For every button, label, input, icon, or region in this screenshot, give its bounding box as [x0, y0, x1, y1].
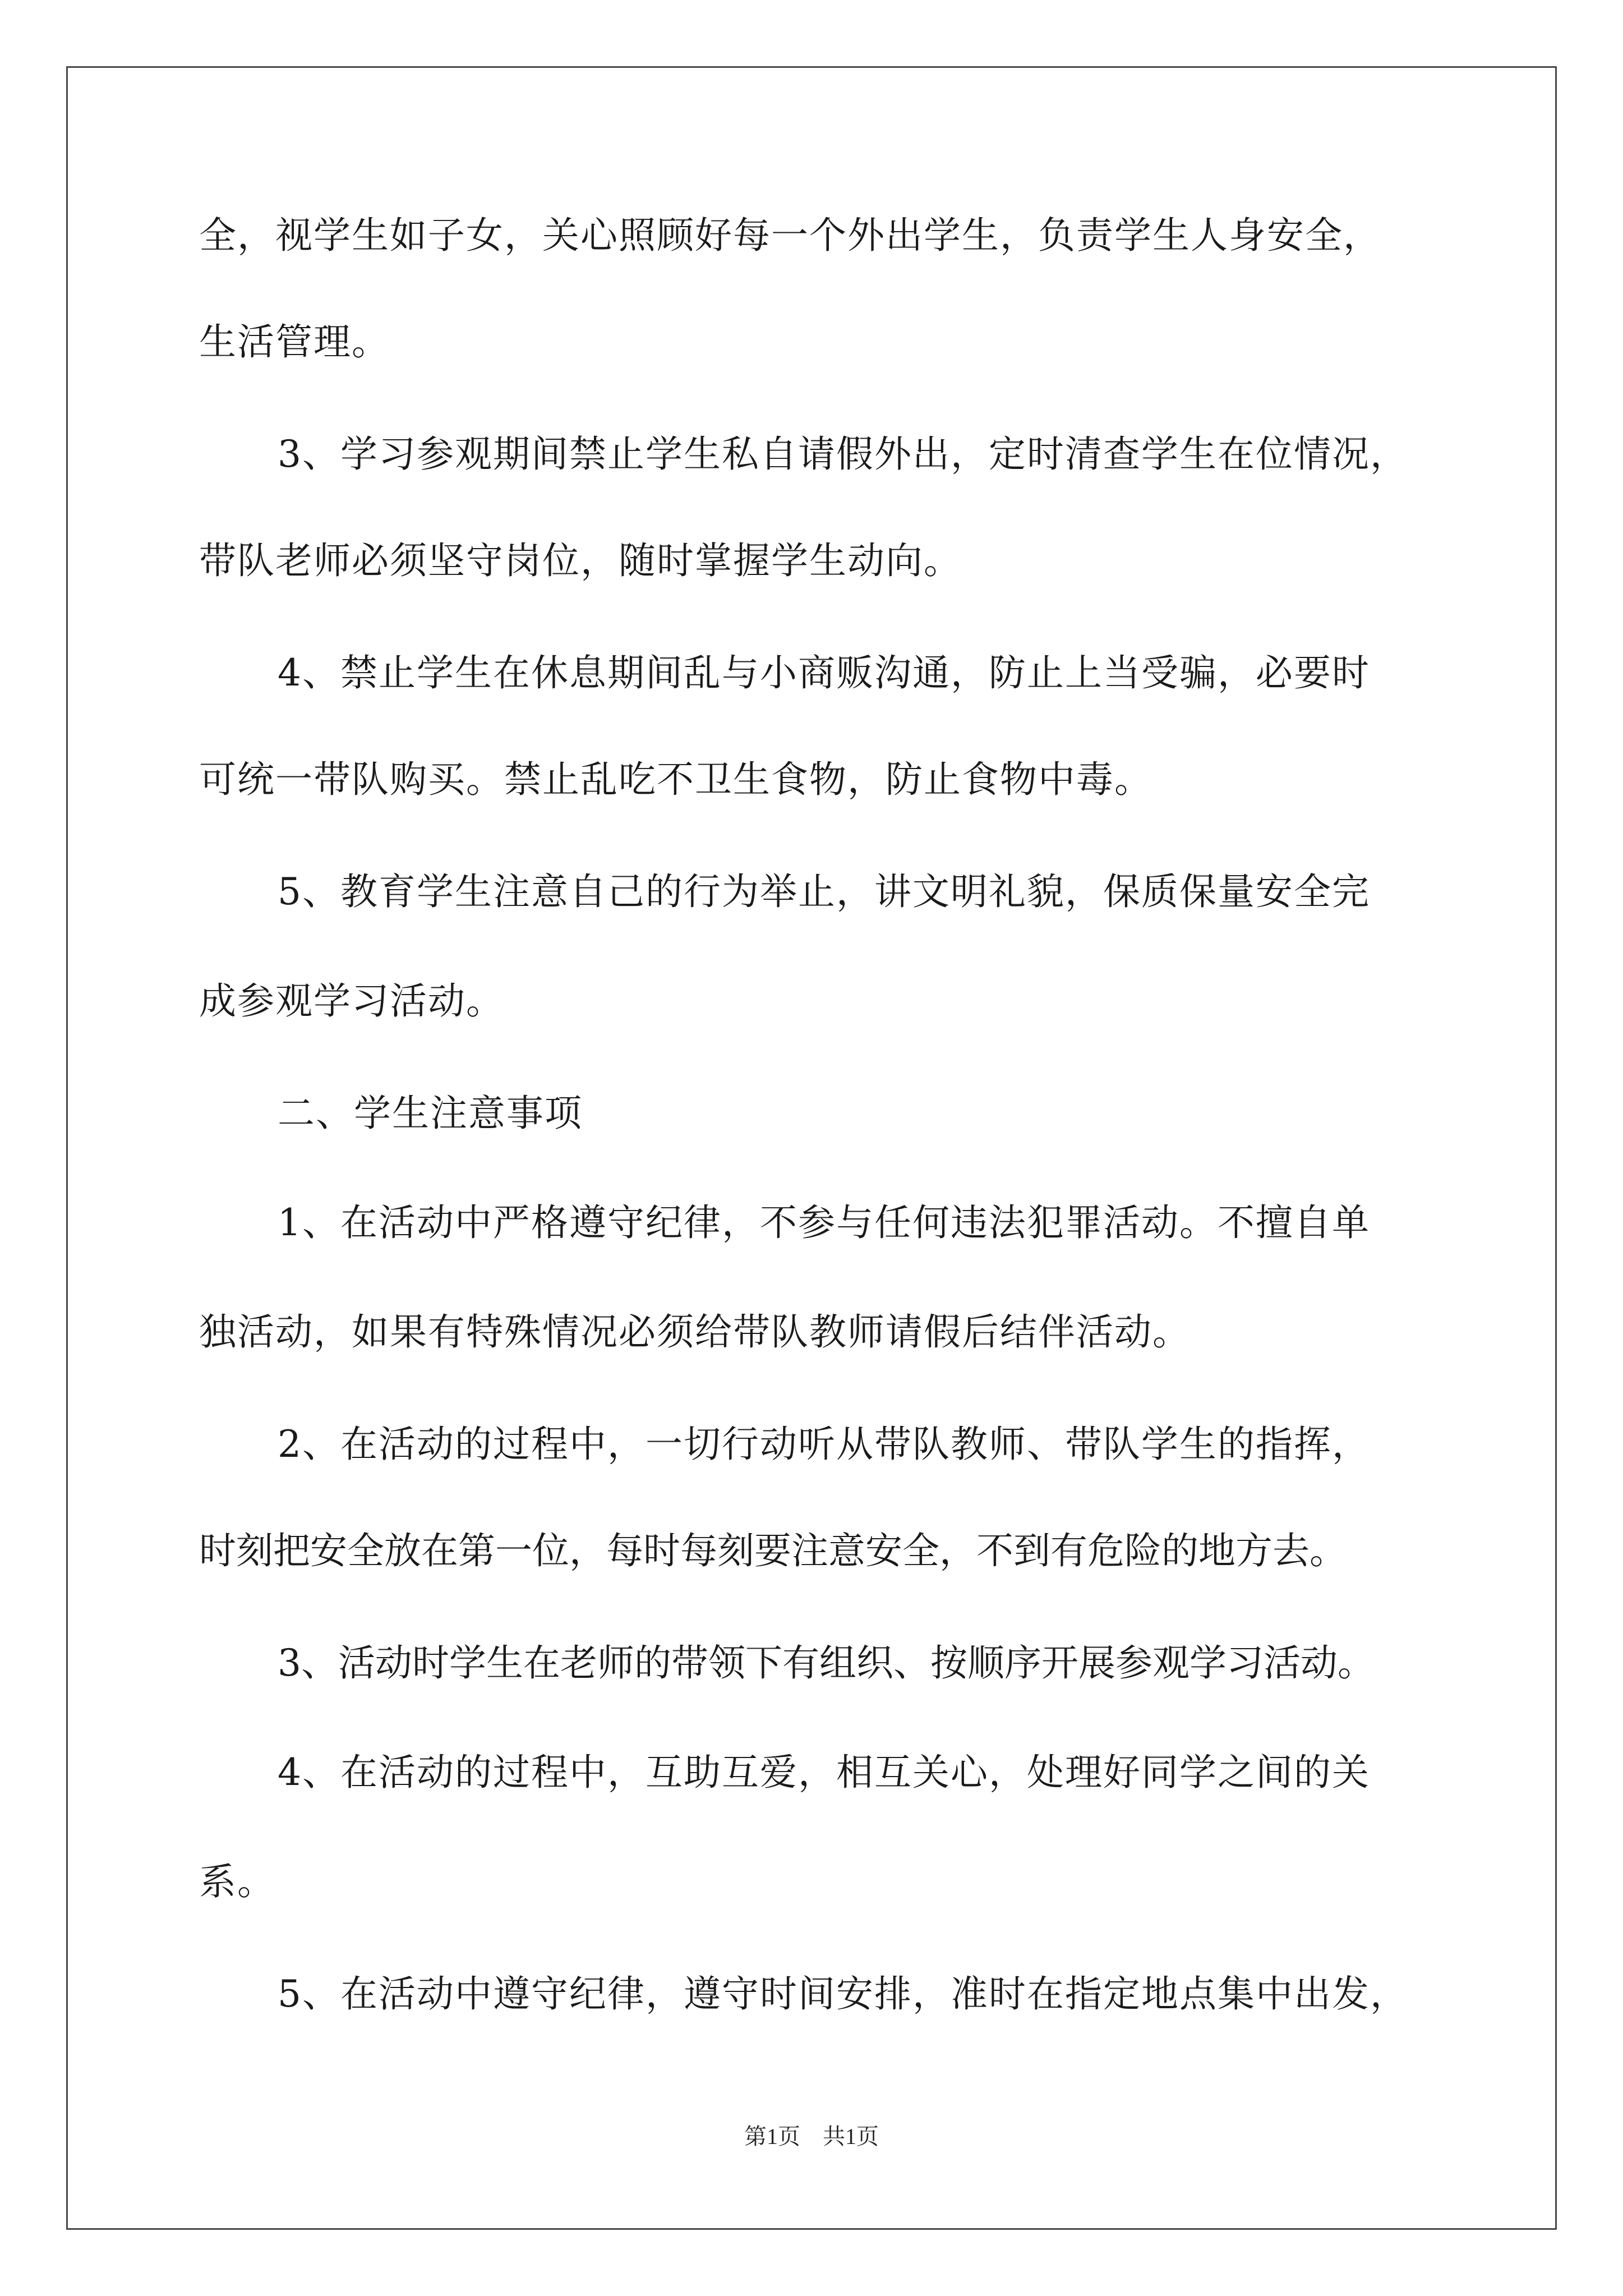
- text-line-5: 4、禁止学生在休息期间乱与小商贩沟通，防止上当受骗，必要时: [278, 651, 1370, 694]
- text-line-17: 5、在活动中遵守纪律，遵守时间安排，准时在指定地点集中出发，: [278, 1972, 1408, 2016]
- text-line-8: 成参观学习活动。: [199, 979, 504, 1023]
- text-line-2: 生活管理。: [199, 320, 390, 364]
- text-line-3: 3、学习参观期间禁止学生私自请假外出，定时清查学生在位情况，: [278, 432, 1408, 476]
- text-line-6: 可统一带队购买。禁止乱吃不卫生食物，防止食物中毒。: [199, 758, 1152, 801]
- text-line-10: 1、在活动中严格遵守纪律，不参与任何违法犯罪活动。不擅自单: [278, 1201, 1370, 1244]
- text-line-4: 带队老师必须坚守岗位，随时掌握学生动向。: [199, 539, 962, 582]
- text-line-12: 2、在活动的过程中，一切行动听从带队教师、带队学生的指挥，: [278, 1423, 1370, 1466]
- text-line-11: 独活动，如果有特殊情况必须给带队教师请假后结伴活动。: [199, 1310, 1191, 1354]
- page-border: [66, 66, 1557, 2230]
- text-line-7: 5、教育学生注意自己的行为举止，讲文明礼貌，保质保量安全完: [278, 870, 1370, 913]
- text-line-1: 全，视学生如子女，关心照顾好每一个外出学生，负责学生人身安全，: [199, 214, 1381, 257]
- section-heading: 二、学生注意事项: [278, 1092, 583, 1135]
- text-line-16: 系。: [199, 1860, 275, 1903]
- text-line-14: 3、活动时学生在老师的带领下有组织、按顺序开展参观学习活动。: [278, 1641, 1375, 1685]
- text-line-13: 时刻把安全放在第一位，每时每刻要注意安全，不到有危险的地方去。: [199, 1529, 1347, 1572]
- page-number-footer: 第1页 共1页: [744, 2124, 879, 2149]
- text-line-15: 4、在活动的过程中，互助互爱，相互关心，处理好同学之间的关: [278, 1751, 1370, 1794]
